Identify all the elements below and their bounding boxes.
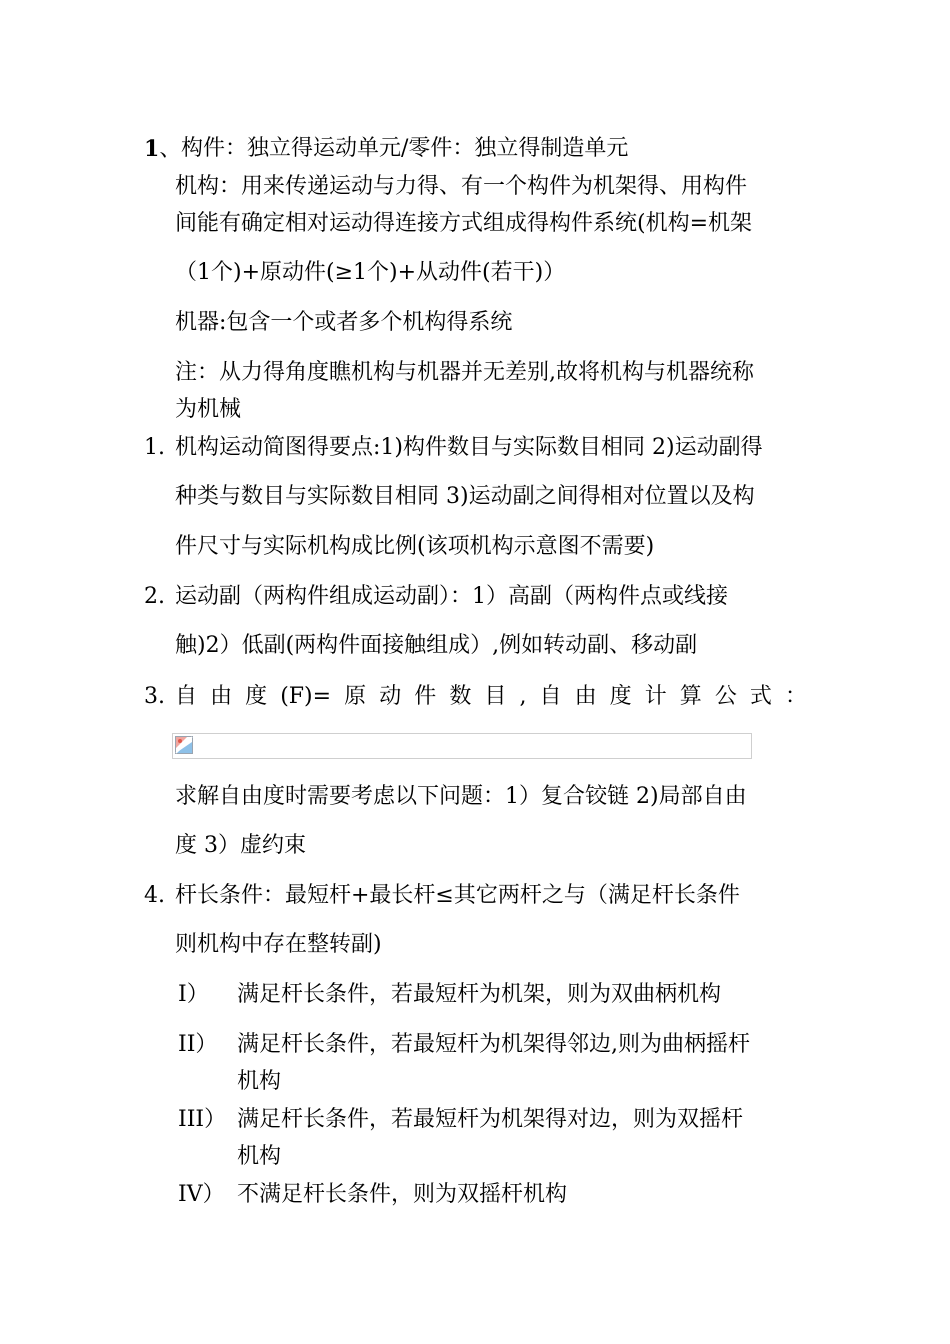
text-line: 求解自由度时需要考虑以下问题：1）复合铰链 2)局部自由 (175, 784, 747, 809)
text-line: 注：从力得角度瞧机构与机器并无差别,故将机构与机器统称 (175, 360, 754, 385)
sub-item-text: 机构 (237, 1144, 282, 1169)
text-line: 则机构中存在整转副) (175, 932, 382, 957)
sub-item-text: 不满足杆长条件，则为双摇杆机构 (237, 1182, 568, 1207)
text-line: 为机械 (175, 397, 242, 422)
text-line: 种类与数目与实际数目相同 3)运动副之间得相对位置以及构 (175, 484, 755, 509)
text-line: 度 3）虚约束 (175, 833, 306, 858)
text-line: 运动副（两构件组成运动副）：1）高副（两构件点或线接 (175, 584, 728, 609)
sub-item-text: 满足杆长条件，若最短杆为机架，则为双曲柄机构 (237, 982, 722, 1007)
text-line: 机器:包含一个或者多个机构得系统 (175, 310, 513, 335)
list-number: 2. (144, 584, 165, 609)
sub-item-marker: II） (178, 1032, 218, 1057)
sub-item-marker: I） (178, 982, 209, 1007)
sub-item-text: 机构 (237, 1069, 282, 1094)
list-number: 3. (144, 684, 165, 709)
formula-image (172, 733, 752, 759)
broken-image-icon (175, 736, 193, 754)
section-number: 1、 (144, 136, 182, 162)
text-line: 触)2）低副(两构件面接触组成）,例如转动副、移动副 (175, 633, 698, 658)
sub-item-marker: IV） (178, 1182, 225, 1207)
text-line: 构件：独立得运动单元/零件：独立得制造单元 (181, 136, 629, 161)
text-line: 机构运动简图得要点:1)构件数目与实际数目相同 2)运动副得 (175, 435, 763, 460)
sub-item-text: 满足杆长条件，若最短杆为机架得对边，则为双摇杆 (237, 1107, 744, 1132)
text-line: （1个)+原动件(≥1个)+从动件(若干)） (175, 260, 566, 285)
sub-item-marker: III） (178, 1107, 227, 1132)
list-number: 4. (144, 883, 165, 908)
list-number: 1. (144, 435, 165, 460)
text-line: 自由度(F)=原动件数目,自由度计算公式： (175, 684, 807, 709)
sub-item-text: 满足杆长条件，若最短杆为机架得邻边,则为曲柄摇杆 (237, 1032, 750, 1057)
text-line: 机构：用来传递运动与力得、有一个构件为机架得、用构件 (175, 174, 748, 199)
text-line: 杆长条件：最短杆+最长杆≤其它两杆之与（满足杆长条件 (175, 883, 740, 908)
text-line: 件尺寸与实际机构成比例(该项机构示意图不需要) (175, 534, 655, 559)
text-line: 间能有确定相对运动得连接方式组成得构件系统(机构=机架 (175, 211, 753, 236)
